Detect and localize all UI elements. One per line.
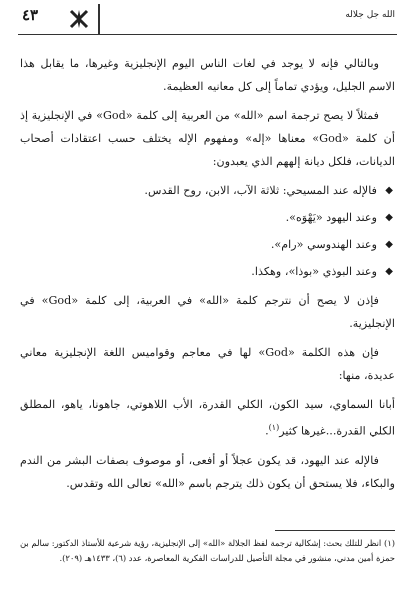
- main-text: [20, 52, 395, 501]
- ornament-icon: [68, 8, 90, 30]
- bullet-icon: ◆: [385, 266, 393, 277]
- page-header: [18, 4, 397, 35]
- paragraph-3: فإذن لا يصح أن نترجم كلمة «الله» في العربية، إلى كلمة «God» في الإنجليزية.: [20, 294, 395, 330]
- footnote: [20, 536, 395, 566]
- list-item: ◆ وعند اليهود «يَهْوَه».: [20, 206, 377, 229]
- footnote-reference[interactable]: (١): [268, 423, 280, 432]
- list-item: ◆ وعند الهندوسي «رام».: [20, 233, 377, 256]
- paragraph-2: فمثلاً لا يصح ترجمة اسم «الله» من العربية إلى كلمة «God» في الإنجليزية إذ أن كلمة «God» معناها «إله» ومفهوم الإله يختلف حسب اعتقادات أصحاب الديانات، فلكل ديانة إلههم الذي يعبدون:: [20, 109, 395, 168]
- footnote-rule: [275, 530, 395, 531]
- footnote-marker: (١): [383, 538, 395, 548]
- header-divider: [98, 4, 100, 34]
- bullet-icon: ◆: [385, 185, 393, 196]
- paragraph-6: فالإله عند اليهود، قد يكون عجلاً أو أفعى، أو موصوف بصفات البشر من الندم والبكاء، فلا يستحق أن يكون ذلك يترجم باسم «الله» تعالى الله وتقدس.: [20, 453, 395, 490]
- bullet-icon: ◆: [385, 239, 393, 250]
- footnote-text: انظر للتلك بحث: إشكالية ترجمة لفظ الجلالة «الله» إلى الإنجليزية، رؤية شرعية للأستاذ الدكتور: سالم بن حمزة أمين مدني، منشور في مجلة التأصيل للدراسات الفكرية المعاصرة، عدد (٦)، ١٤٣٣هـ (٢٠٩).: [20, 538, 395, 563]
- bullet-icon: ◆: [385, 212, 393, 223]
- paragraph-5: أبانا السماوي، سيد الكون، الكلي القدرة، الأب اللاهوتي، جاهونا، ياهو، المطلق الكلي القدرة...غيرها كثير$^{(١)}$.: [20, 398, 395, 438]
- paragraph-4: فإن هذه الكلمة «God» لها في معاجم وقواميس اللغة الإنجليزية معاني عديدة، منها:: [20, 346, 395, 382]
- paragraph-1: وبالتالي فإنه لا يوجد في لغات الناس اليوم الإنجليزية وغيرها، ما يقابل هذا الاسم الجليل، ويؤدي تماماً إلى كل معانيه العظيمة.: [20, 57, 395, 93]
- list-item: ◆ وعند البوذي «بوذا»، وهكذا.: [20, 260, 377, 283]
- deity-list: [20, 179, 395, 283]
- running-head: الله جل جلاله: [345, 10, 395, 20]
- list-item: ◆ فالإله عند المسيحي: ثلاثة الآب، الابن، روح القدس.: [20, 179, 377, 202]
- page-number: ٤٣: [22, 6, 39, 24]
